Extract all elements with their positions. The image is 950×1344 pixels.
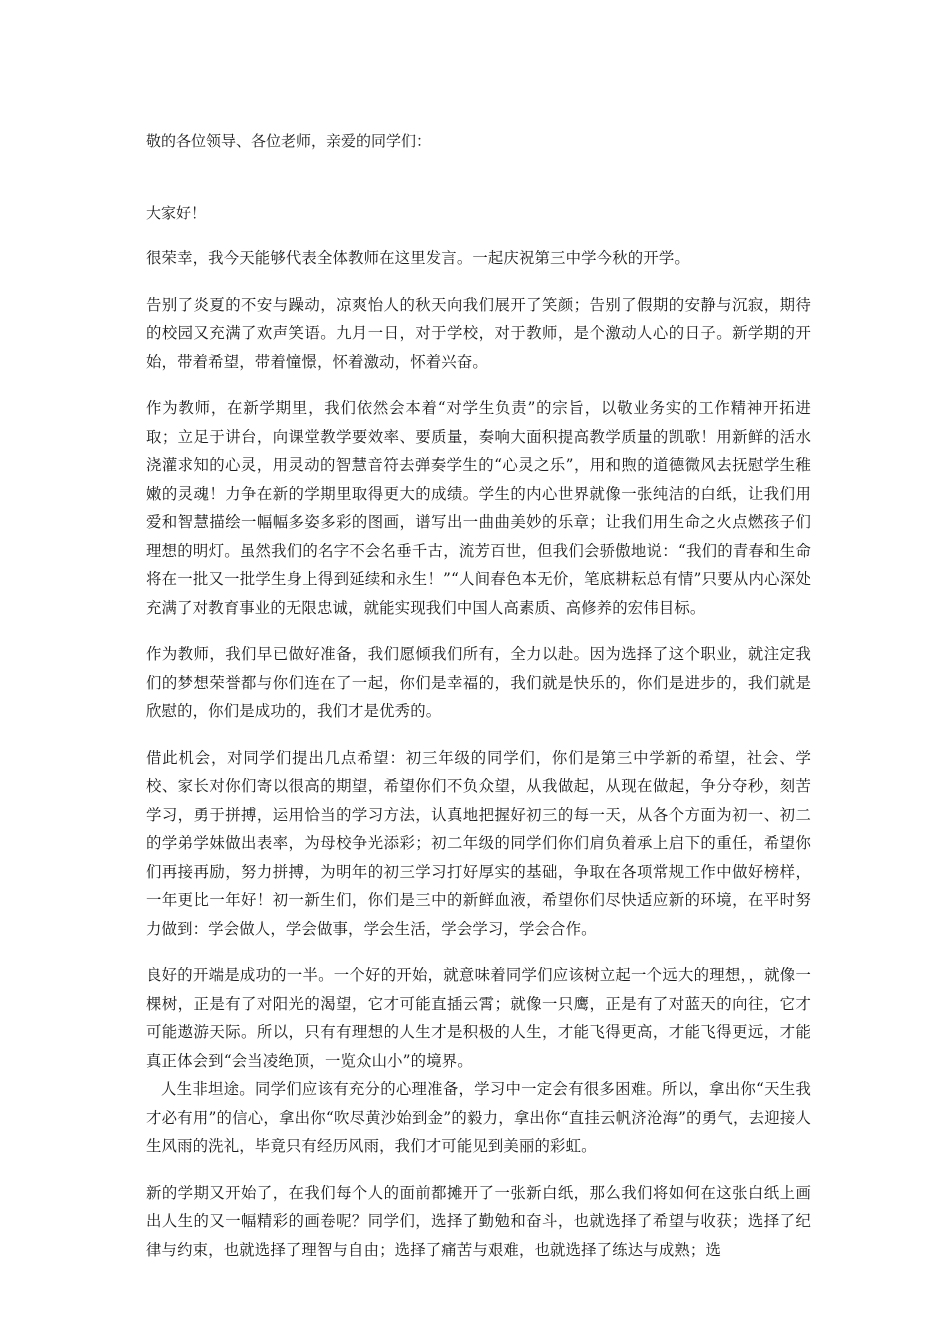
paragraph-introduction: 很荣幸，我今天能够代表全体教师在这里发言。一起庆祝第三中学今秋的开学。: [146, 249, 690, 267]
opening-greeting: 大家好！: [146, 204, 207, 222]
document-page: [146, 0, 811, 1344]
paragraph-hopes-for-students: 借此机会，对同学们提出几点希望：初三年级的同学们，你们是第三中学新的希望，社会、学校、家长对你们寄以很高的期望，希望你们不负众望，从我做起，从现在做起，争分夺秒，刻苦学习，勇于拼搏，运用恰当的学习方法，认真地把握好初三的每一天，从各个方面为初一、初二的学弟学妹做出表率，为母校争光添彩；初二年级的同学们你们肩负着承上启下的重任，希望你们再接再励，努力拼搏，为明年的初三学习打好厚实的基础，争取在各项常规工作中做好榜样，一年更比一年好！初一新生们，你们是三中的新鲜血液，希望你们尽快适应新的环境，在平时努力做到：学会做人，学会做事，学会生活，学会学习，学会合作。: [146, 748, 811, 938]
paragraph-new-semester: 新的学期又开始了，在我们每个人的面前都摊开了一张新白纸，那么我们将如何在这张白纸上画出人生的又一幅精彩的画卷呢？同学们，选择了勤勉和奋斗，也就选择了希望与收获；选择了纪律与约束，也就选择了理智与自由；选择了痛苦与艰难，也就选择了练达与成熟；选: [146, 1183, 811, 1259]
paragraph-teacher-commitment: 作为教师，在新学期里，我们依然会本着“对学生负责”的宗旨，以敬业务实的工作精神开拓进取；立足于讲台，向课堂教学要效率、要质量，奏响大面积提高教学质量的凯歌！用新鲜的活水浇灌求知的心灵，用灵动的智慧音符去弹奏学生的“心灵之乐”，用和煦的道德微风去抚慰学生稚嫩的灵魂！力争在新的学期里取得更大的成绩。学生的内心世界就像一张纯洁的白纸，让我们用爱和智慧描绘一幅幅多姿多彩的图画，谱写出一曲曲美妙的乐章；让我们用生命之火点燃孩子们理想的明灯。虽然我们的名字不会名垂千古，流芳百世，但我们会骄傲地说：“我们的青春和生命将在一批又一批学生身上得到延续和永生！”“人间春色本无价，笔底耕耘总有情”只要从内心深处充满了对教育事业的无限忠诚，就能实现我们中国人高素质、高修养的宏伟目标。: [146, 399, 811, 617]
paragraph-life-path: 人生非坦途。同学们应该有充分的心理准备，学习中一定会有很多困难。所以，拿出你“天生我才必有用”的信心，拿出你“吹尽黄沙始到金”的毅力，拿出你“直挂云帆济沧海”的勇气，去迎接人生风雨的洗礼，毕竟只有经历风雨，我们才可能见到美丽的彩虹。: [146, 1080, 811, 1155]
paragraph-good-beginning: 良好的开端是成功的一半。一个好的开始，就意味着同学们应该树立起一个远大的理想，，就像一棵树，正是有了对阳光的渴望，它才可能直插云霄；就像一只鹰，正是有了对蓝天的向往，它才可能遨游天际。所以，只有有理想的人生才是积极的人生，才能飞得更高，才能飞得更远，才能真正体会到“会当凌绝顶，一览众山小”的境界。: [146, 966, 811, 1070]
speech-body: [146, 244, 811, 1282]
paragraph-autumn-farewell: 告别了炎夏的不安与躁动，凉爽怡人的秋天向我们展开了笑颜；告别了假期的安静与沉寂，期待的校园又充满了欢声笑语。九月一日，对于学校，对于教师，是个激动人心的日子。新学期的开始，带着希望，带着憧憬，怀着激动，怀着兴奋。: [146, 295, 811, 371]
salutation: 敬的各位领导、各位老师，亲爱的同学们：: [146, 132, 432, 150]
paragraph-teacher-readiness: 作为教师，我们早已做好准备，我们愿倾我们所有，全力以赴。因为选择了这个职业，就注定我们的梦想荣誉都与你们连在了一起，你们是幸福的，我们就是快乐的，你们是进步的，我们就是欣慰的，你们是成功的，我们才是优秀的。: [146, 645, 811, 720]
